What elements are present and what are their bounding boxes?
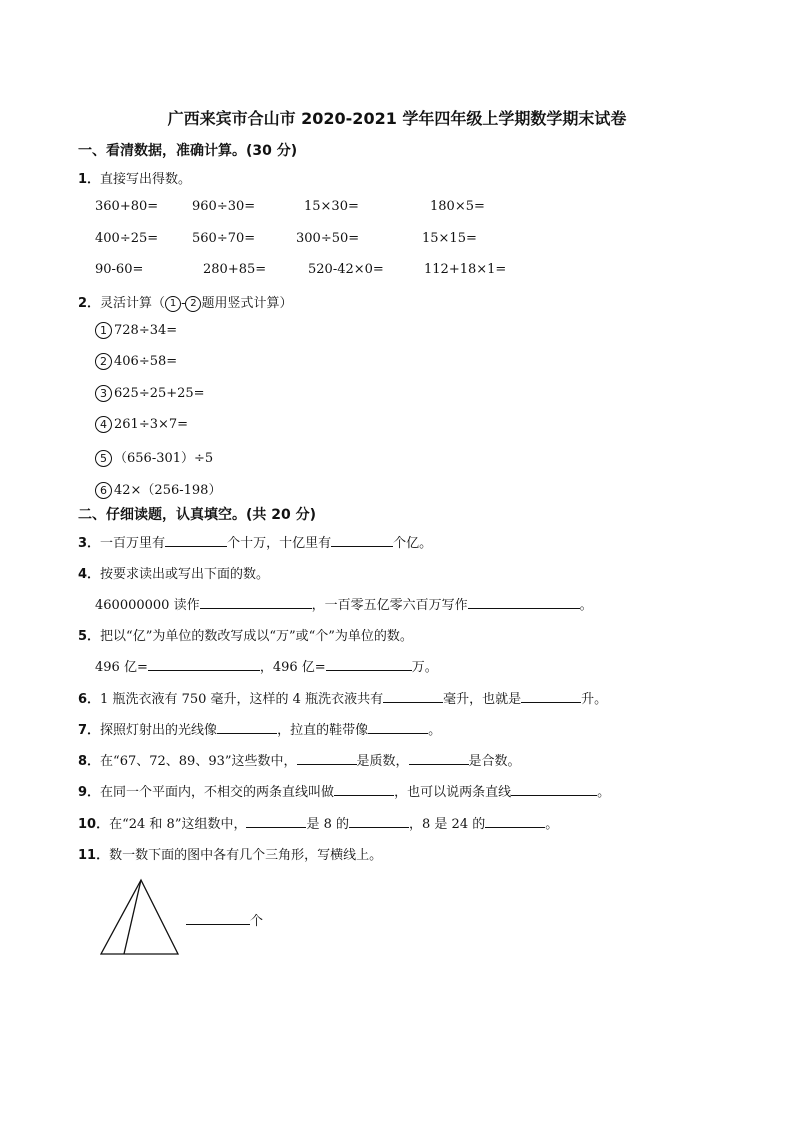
question-text: 毫升，也就是 (443, 692, 522, 707)
answer-blank[interactable] (511, 783, 597, 796)
question-9 (78, 781, 610, 800)
question-1 (78, 168, 191, 187)
question-text: 个亿。 (393, 536, 433, 551)
question-text: ，一百零五亿零六百万写作 (311, 598, 468, 613)
question-text: ，拉直的鞋带像 (277, 723, 369, 738)
question-5 (78, 625, 413, 644)
answer-blank[interactable] (148, 658, 260, 671)
question-number: 3． (78, 536, 101, 551)
question-number: 8． (78, 754, 101, 769)
question-text: 在“67、72、89、93”这些数中， (100, 754, 297, 769)
question-text: 。 (428, 723, 442, 738)
answer-blank[interactable] (468, 596, 580, 609)
question-text: 是 8 的 (306, 817, 350, 832)
question-number: 11． (78, 848, 110, 863)
question-text: 。 (545, 817, 559, 832)
question-6 (78, 688, 607, 707)
circled-number: 4 (95, 416, 112, 433)
question-number: 6． (78, 692, 101, 707)
calc-item: 300÷50= (296, 231, 360, 246)
answer-blank[interactable] (186, 912, 250, 925)
circled-number: 1 (165, 296, 181, 312)
question-text: 数一数下面的图中各有几个三角形，写横线上。 (109, 848, 383, 863)
question-text: 直接写出得数。 (100, 172, 192, 187)
q2-item (95, 447, 213, 467)
calc-item: 520-42×0= (308, 262, 384, 277)
calc-item: 15×15= (422, 231, 477, 246)
unit-label: 个 (250, 914, 264, 929)
answer-blank[interactable] (331, 534, 393, 547)
expression: （656-301）÷5 (114, 451, 214, 466)
section-heading-2: 二、仔细读题，认真填空。(共 20 分) (78, 507, 317, 523)
question-4-line (95, 594, 593, 613)
answer-blank[interactable] (334, 783, 394, 796)
expression: 42×（256-198） (114, 483, 222, 498)
question-text: 496 亿= (95, 660, 148, 675)
circled-number: 1 (95, 322, 112, 339)
question-10 (78, 813, 558, 832)
question-11 (78, 844, 382, 863)
page-title: 广西来宾市合山市 2020-2021 学年四年级上学期数学期末试卷 (167, 109, 627, 128)
expression: 728÷34= (114, 323, 178, 338)
question-text: 。 (597, 785, 611, 800)
answer-blank[interactable] (326, 658, 412, 671)
question-text: ，496 亿= (259, 660, 326, 675)
expression: 625÷25+25= (114, 386, 205, 401)
question-number: 7． (78, 723, 101, 738)
calc-item: 400÷25= (95, 231, 159, 246)
circled-number: 6 (95, 482, 112, 499)
question-text: 一百万里有 (100, 536, 166, 551)
section-heading-1: 一、看清数据，准确计算。(30 分) (78, 143, 298, 159)
question-text: 题用竖式计算） (201, 296, 293, 311)
question-text: 是质数， (356, 754, 409, 769)
answer-blank[interactable] (297, 752, 357, 765)
answer-blank[interactable] (485, 815, 545, 828)
answer-blank[interactable] (246, 815, 306, 828)
question-11-answer (186, 910, 263, 929)
q2-item (95, 416, 188, 433)
inner-line (124, 880, 141, 954)
question-number: 5． (78, 629, 101, 644)
question-number: 9． (78, 785, 101, 800)
expression: 406÷58= (114, 354, 178, 369)
question-5-line (95, 656, 438, 675)
question-text: 是合数。 (468, 754, 521, 769)
q2-item (95, 322, 177, 339)
answer-blank[interactable] (521, 690, 581, 703)
answer-blank[interactable] (217, 721, 277, 734)
circled-number: 5 (95, 450, 112, 467)
calc-item: 180×5= (430, 199, 485, 214)
calc-item: 90-60= (95, 262, 144, 277)
question-8 (78, 750, 521, 769)
calc-item: 360+80= (95, 199, 159, 214)
answer-blank[interactable] (383, 690, 443, 703)
question-text: 个十万，十亿里有 (227, 536, 332, 551)
question-text: 。 (579, 598, 593, 613)
question-2 (78, 292, 292, 312)
question-text: ，8 是 24 的 (409, 817, 486, 832)
question-text: 万。 (411, 660, 438, 675)
q2-item (95, 353, 177, 370)
question-text: 探照灯射出的光线像 (100, 723, 218, 738)
expression: 261÷3×7= (114, 417, 189, 432)
circled-number: 2 (95, 353, 112, 370)
q2-item (95, 385, 205, 402)
answer-blank[interactable] (409, 752, 469, 765)
triangle-figure (96, 876, 186, 960)
dash: - (181, 296, 186, 311)
calc-item: 15×30= (304, 199, 359, 214)
q2-item (95, 479, 221, 499)
question-text: 把以“亿”为单位的数改写成以“万”或“个”为单位的数。 (100, 629, 413, 644)
question-number: 10． (78, 817, 110, 832)
calc-item: 280+85= (203, 262, 267, 277)
question-text: 在“24 和 8”这组数中， (109, 817, 247, 832)
question-3 (78, 532, 432, 551)
question-7 (78, 719, 441, 738)
question-text: 按要求读出或写出下面的数。 (100, 567, 270, 582)
question-text: 在同一个平面内，不相交的两条直线叫做 (100, 785, 335, 800)
calc-item: 560÷70= (192, 231, 256, 246)
question-text: 460000000 读作 (95, 598, 200, 613)
answer-blank[interactable] (200, 596, 312, 609)
calc-item: 960÷30= (192, 199, 256, 214)
question-text: 升。 (581, 692, 608, 707)
circled-number: 2 (185, 296, 201, 312)
circled-number: 3 (95, 385, 112, 402)
question-4 (78, 563, 269, 582)
outer-triangle (101, 880, 178, 954)
question-number: 1． (78, 172, 101, 187)
question-number: 4． (78, 567, 101, 582)
answer-blank[interactable] (349, 815, 409, 828)
question-text: 灵活计算（ (100, 296, 166, 311)
question-number: 2． (78, 296, 101, 311)
calc-item: 112+18×1= (424, 262, 507, 277)
question-text: 1 瓶洗衣液有 750 毫升，这样的 4 瓶洗衣液共有 (100, 692, 384, 707)
answer-blank[interactable] (368, 721, 428, 734)
answer-blank[interactable] (165, 534, 227, 547)
question-text: ，也可以说两条直线 (394, 785, 512, 800)
